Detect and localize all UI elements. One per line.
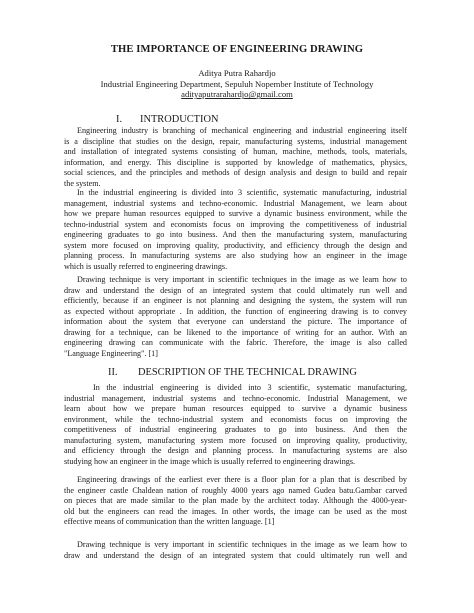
text-line: "Language Engineering". [1] bbox=[64, 348, 158, 358]
text-line: information, and energy. This discipline is supported by knowledge of mathematics, physics, bbox=[64, 157, 407, 167]
text-line: industrial management, industrial systems and techno-economic. Industrial Management, we bbox=[64, 393, 407, 403]
text-line: techno-industrial system and economists focus on improving the competitiveness of industrial bbox=[64, 219, 407, 229]
paragraph bbox=[64, 540, 407, 561]
section-title: DESCRIPTION OF THE TECHNICAL DRAWING bbox=[138, 367, 357, 378]
text-line: manufacturing system, manufacturing system more focused on improving quality, productivity, bbox=[64, 435, 407, 445]
text-line: and efficiency through the design and planning process. In manufacturing systems are also bbox=[64, 446, 407, 456]
author-affiliation: Industrial Engineering Department, Sepuluh Nopember Institute of Technology bbox=[100, 78, 374, 89]
paragraph bbox=[64, 275, 407, 359]
text-line: draw and understand the design of an integrated system that could ultimately run well and bbox=[64, 550, 407, 560]
paper-title: THE IMPORTANCE OF ENGINEERING DRAWING bbox=[110, 44, 364, 55]
text-line: In the industrial engineering is divided into 3 scientific, systematic manufacturing, bbox=[93, 383, 407, 392]
text-line: information about the system that everyone can understand the picture. The importance of bbox=[64, 317, 407, 327]
text-line: competitiveness of industrial engineering graduates to go into business. And then the bbox=[64, 425, 407, 435]
paragraph bbox=[64, 188, 407, 272]
section-heading-description bbox=[108, 367, 357, 378]
text-line: planning process. In manufacturing systems are also studying how an engineer in the image bbox=[64, 251, 407, 261]
text-line: system more focused on improving quality, productivity, and efficiency through the design and bbox=[64, 240, 407, 250]
text-line: is a discipline that studies on the design, repair, manufacturing systems, industrial management bbox=[64, 136, 407, 146]
text-line: Engineering drawings of the earliest ever there is a floor plan for a plan that is described by bbox=[77, 475, 407, 484]
text-line: studying how an engineer in the image which is usually referred to engineering drawings. bbox=[64, 456, 356, 466]
text-line: drawing for a technique, can be likened to the importance of writing for an author. With an bbox=[64, 327, 407, 337]
text-line: old but the engineers can read the images. In other words, the image can be used as the most bbox=[64, 506, 407, 516]
text-line: engineering drawing can communicate with the fabric. Therefore, the image is also called bbox=[64, 338, 407, 348]
paragraph bbox=[64, 126, 407, 189]
text-line: effective means of communication than the written language. [1] bbox=[64, 517, 275, 527]
author-block bbox=[0, 68, 474, 100]
text-line: learn about how we prepare human resources equipped to survive a dynamic business bbox=[64, 404, 407, 414]
text-line: Engineering industry is branching of mechanical engineering and industrial engineering itself bbox=[77, 126, 407, 135]
text-line: and installation of integrated systems consisting of human, machine, methods, tools, materials, bbox=[64, 147, 407, 157]
section-number: I. bbox=[116, 114, 123, 125]
text-line: In the industrial engineering is divided into 3 scientific, systematic manufacturing, industrial bbox=[77, 188, 407, 197]
text-line: management, industrial systems and techno-economic. Industrial Management, we learn about bbox=[64, 198, 407, 208]
text-line: the engineer castle Chaldean nation of roughly 4000 years ago named Gudea batu.Gambar carved bbox=[64, 485, 407, 495]
section-number: II. bbox=[108, 367, 118, 378]
text-line: social sciences, and the principles and methods of design analysis and design to build and repair bbox=[64, 168, 407, 178]
text-line: efficiently, because if an engineer is not planning and designing the system, the system will run bbox=[64, 296, 407, 306]
paragraph bbox=[64, 383, 407, 467]
text-line: which is usually referred to engineering drawings. bbox=[64, 261, 228, 271]
text-line: draw and understand the design of an integrated system that could ultimately run well and bbox=[64, 285, 407, 295]
text-line: as expected without appropriate . In addition, the function of engineering drawing is to convey bbox=[64, 306, 407, 316]
text-line: Drawing technique is very important in scientific techniques in the image as we learn how to bbox=[77, 540, 407, 549]
author-name: Aditya Putra Rahardjo bbox=[198, 68, 276, 78]
paragraph bbox=[64, 475, 407, 528]
text-line: how we prepare human resources equipped to survive a dynamic business environment, while the bbox=[64, 209, 407, 219]
text-line: the system. bbox=[64, 178, 101, 188]
section-title: INTRODUCTION bbox=[140, 114, 219, 125]
section-heading-introduction bbox=[116, 114, 219, 125]
author-email-link[interactable]: adityaputrarahardjo@gmail.com bbox=[181, 89, 293, 100]
text-line: environment, while the techno-industrial system and economists focus on improving the bbox=[64, 414, 407, 424]
text-line: engineering graduates to go into business. And then the manufacturing system, manufacturing bbox=[64, 230, 407, 240]
text-line: on pieces that are made similar to the plan made by the architect today. Although the 4000-year- bbox=[64, 496, 407, 506]
text-line: Drawing technique is very important in scientific techniques in the image as we learn how to bbox=[77, 275, 407, 284]
